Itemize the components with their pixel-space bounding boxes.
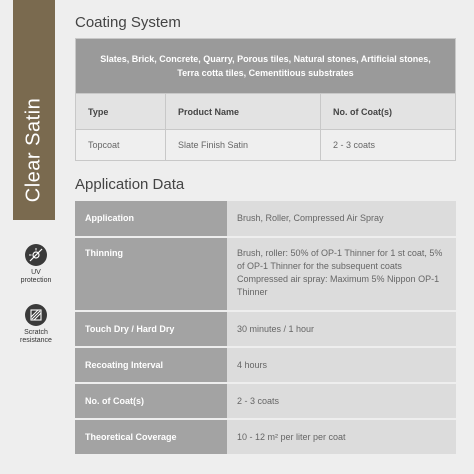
substrates-cell: Slates, Brick, Concrete, Quarry, Porous tiles, Natural stones, Artificial stones, Terra cotta tiles, Cementitious substrates [76, 39, 456, 94]
table-row [75, 347, 456, 383]
uv-protection-icon [25, 244, 47, 266]
application-data-heading: Application Data [75, 176, 185, 193]
column-header-coats: No. of Coat(s) [321, 94, 456, 130]
substrates-row [76, 39, 456, 94]
product-name-vertical: Clear Satin [22, 97, 45, 203]
table-row [75, 237, 456, 311]
table-row [75, 201, 456, 237]
row-value: 4 hours [227, 347, 456, 383]
row-label: Thinning [75, 237, 227, 311]
table-row [76, 130, 456, 161]
table-row [75, 419, 456, 455]
coating-system-table [75, 38, 456, 161]
coating-system-heading: Coating System [75, 14, 181, 31]
table-row [75, 383, 456, 419]
feature-scratch-resistance [13, 304, 59, 345]
scratch-resistance-icon [25, 304, 47, 326]
feature-uv-protection [13, 244, 59, 285]
row-value: 30 minutes / 1 hour [227, 311, 456, 347]
application-data-table [75, 201, 456, 456]
column-header-type: Type [76, 94, 166, 130]
cell-product-name: Slate Finish Satin [166, 130, 321, 161]
feature-label-line1: UV [31, 269, 41, 276]
row-value: 2 - 3 coats [227, 383, 456, 419]
cell-coats: 2 - 3 coats [321, 130, 456, 161]
row-value: Brush, roller: 50% of OP-1 Thinner for 1 st coat, 5% of OP-1 Thinner for the subsequent coats Compressed air spray: Maximum 5% Nippon OP-1 Thinner [227, 237, 456, 311]
row-value: 10 - 12 m² per liter per coat [227, 419, 456, 455]
feature-label-line2: resistance [20, 337, 52, 344]
row-label: Touch Dry / Hard Dry [75, 311, 227, 347]
table-row [75, 311, 456, 347]
column-header-product-name: Product Name [166, 94, 321, 130]
row-label: Recoating Interval [75, 347, 227, 383]
cell-type: Topcoat [76, 130, 166, 161]
row-value: Brush, Roller, Compressed Air Spray [227, 201, 456, 237]
feature-label-line2: protection [20, 277, 52, 284]
row-label: No. of Coat(s) [75, 383, 227, 419]
table-header-row [76, 94, 456, 130]
row-label: Application [75, 201, 227, 237]
row-label: Theoretical Coverage [75, 419, 227, 455]
feature-label-line1: Scratch [24, 329, 48, 336]
